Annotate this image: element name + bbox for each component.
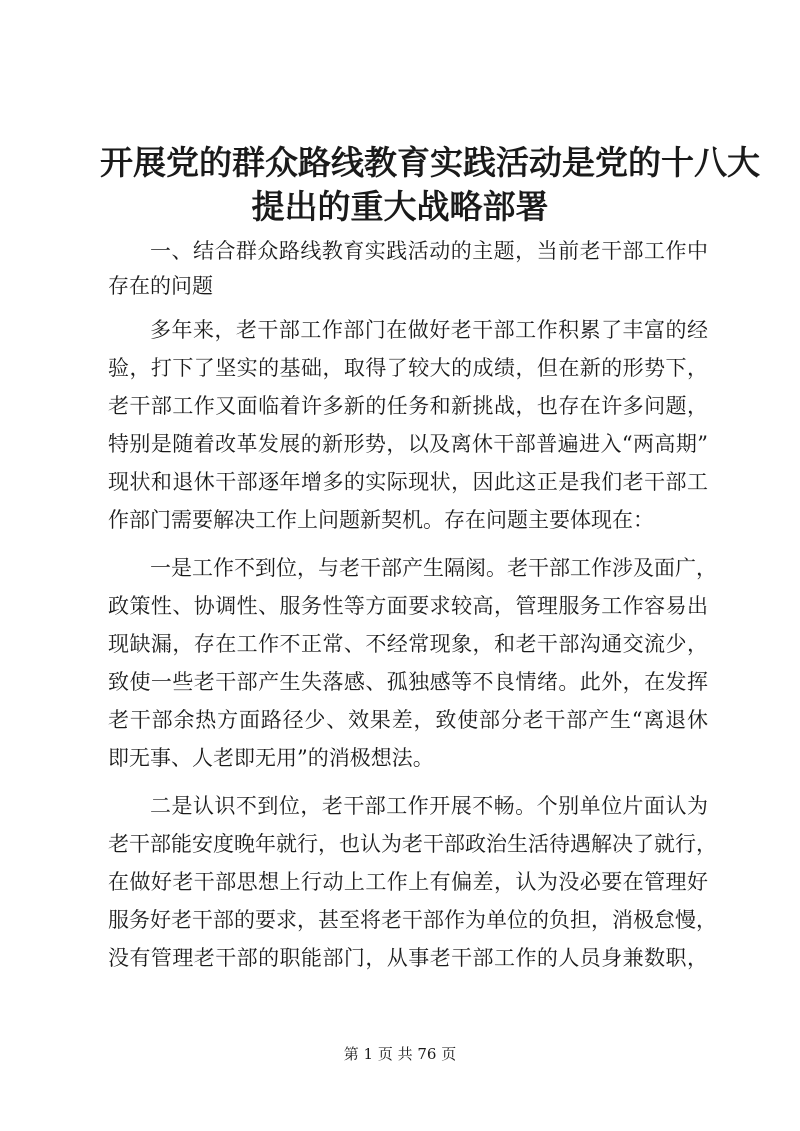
paragraph-line: 致使一些老干部产生失落感、孤独感等不良情绪。此外，在发挥	[108, 670, 708, 694]
paragraph-line: 一是工作不到位，与老干部产生隔阂。老干部工作涉及面广，	[150, 556, 717, 580]
paragraph-line: 老干部能安度晚年就行，也认为老干部政治生活待遇解决了就行，	[108, 832, 717, 856]
paragraph-line: 作部门需要解决工作上问题新契机。存在问题主要体现在：	[108, 508, 654, 532]
paragraph-line: 在做好老干部思想上行动上工作上有偏差，认为没必要在管理好	[108, 870, 708, 894]
paragraph-line: 老干部余热方面路径少、效果差，致使部分老干部产生“离退休	[108, 708, 708, 732]
paragraph-line: 现状和退休干部逐年增多的实际现状，因此这正是我们老干部工	[108, 470, 708, 494]
paragraph-line: 现缺漏，存在工作不正常、不经常现象，和老干部沟通交流少，	[108, 632, 708, 656]
paragraph-line: 一、结合群众路线教育实践活动的主题，当前老干部工作中	[150, 239, 708, 263]
paragraph-line: 老干部工作又面临着许多新的任务和新挑战，也存在许多问题，	[108, 394, 708, 418]
paragraph-line: 即无事、人老即无用”的消极想法。	[108, 746, 434, 770]
paragraph-line: 存在的问题	[108, 274, 213, 298]
paragraph-line: 二是认识不到位，老干部工作开展不畅。个别单位片面认为	[150, 794, 708, 818]
page-number-footer: 第 1 页 共 76 页	[343, 1045, 457, 1063]
paragraph-line: 多年来，老干部工作部门在做好老干部工作积累了丰富的经	[150, 318, 708, 342]
document-title-line-2: 提出的重大战略部署	[251, 187, 549, 226]
paragraph-line: 没有管理老干部的职能部门，从事老干部工作的人员身兼数职，	[108, 946, 708, 970]
paragraph-line: 特别是随着改革发展的新形势，以及离休干部普遍进入“两高期”	[108, 432, 708, 456]
paragraph-line: 验，打下了坚实的基础，取得了较大的成绩，但在新的形势下，	[108, 356, 708, 380]
paragraph-line: 服务好老干部的要求，甚至将老干部作为单位的负担，消极怠慢，	[108, 908, 717, 932]
document-title-line-1: 开展党的群众路线教育实践活动是党的十八大	[100, 143, 760, 182]
paragraph-line: 政策性、协调性、服务性等方面要求较高，管理服务工作容易出	[108, 594, 708, 618]
